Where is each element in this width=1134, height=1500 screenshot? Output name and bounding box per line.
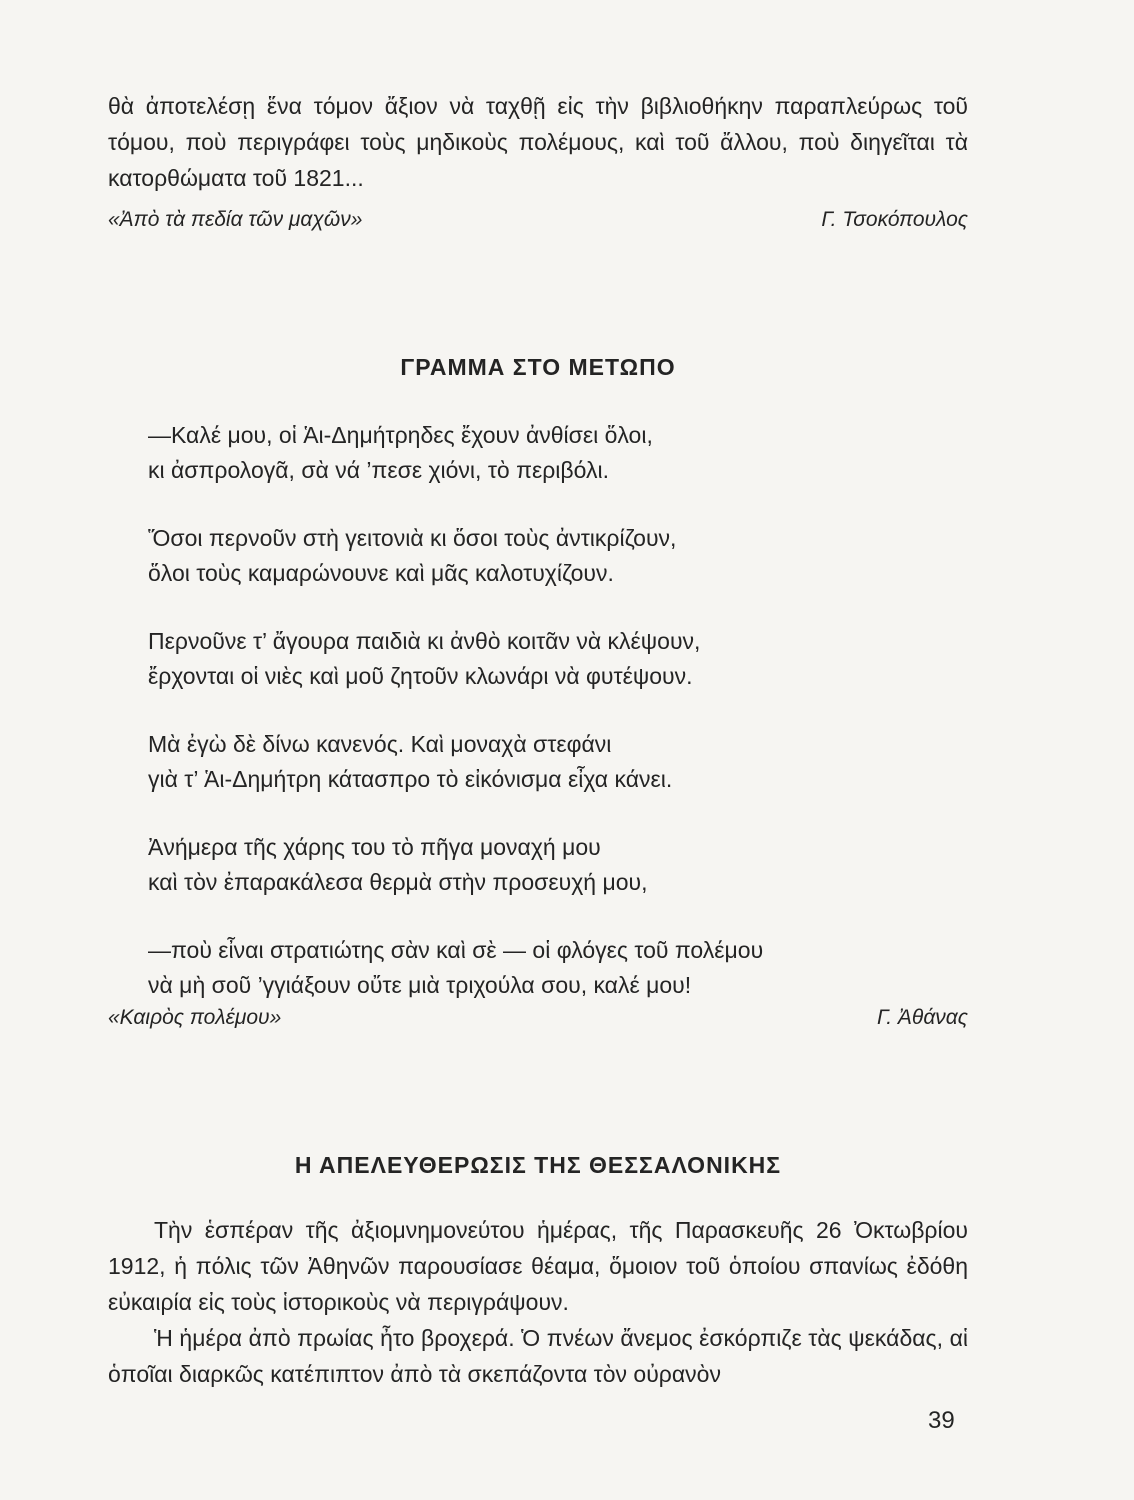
section-title: Η ΑΠΕΛΕΥΘΕΡΩΣΙΣ ΤΗΣ ΘΕΣΣΑΛΟΝΙΚΗΣ (294, 1152, 782, 1178)
poem-body (148, 418, 968, 1036)
citation-source: «Ἀπὸ τὰ πεδία τῶν μαχῶν» (108, 208, 363, 231)
poem-stanza (148, 830, 968, 900)
poem-stanza (148, 418, 968, 488)
citation-author: Γ. Ἀθάνας (876, 1006, 968, 1029)
section-paragraph: Ἡ ἡμέρα ἀπὸ πρωίας ἦτο βροχερά. Ὁ πνέων ἄνεμος ἐσκόρπιζε τὰς ψεκάδας, αἱ ὁποῖαι διαρκῶς κατέπιπτον ἀπὸ τὰ σκεπάζοντα τὸν οὐρανὸν (108, 1325, 968, 1387)
poem-stanza (148, 727, 968, 797)
section-paragraph: Τὴν ἑσπέραν τῆς ἀξιομνημονεύτου ἡμέρας, τῆς Παρασκευῆς 26 Ὀκτωβρίου 1912, ἡ πόλις τῶν Ἀθηνῶν παρουσίασε θέαμα, ὅμοιον τοῦ ὁποίου σπανίως ἐδόθη εὐκαιρία εἰς τοὺς ἱστορικοὺς νὰ περιγράψουν. (108, 1217, 968, 1315)
page-number: 39 (928, 1407, 955, 1434)
poem-line: Ἀνήμερα τῆς χάρης του τὸ πῆγα μοναχή μου (148, 834, 601, 860)
poem-line: νὰ μὴ σοῦ ’γγιάξουν οὔτε μιὰ τριχούλα σου, καλέ μου! (148, 972, 692, 998)
poem-title: ΓΡΑΜΜΑ ΣΤΟ ΜΕΤΩΠΟ (400, 354, 676, 380)
citation-author: Γ. Τσοκόπουλος (821, 208, 968, 231)
intro-text: θὰ ἀποτελέσῃ ἕνα τόμον ἄξιον νὰ ταχθῇ εἰς τὴν βιβλιοθήκην παραπλεύρως τοῦ τόμου, ποὺ περιγράφει τοὺς μηδικοὺς πολέμους, καὶ τοῦ ἄλλου, ποὺ διηγεῖται τὰ κατορθώματα τοῦ 1821... (108, 93, 968, 191)
section-body (108, 1212, 968, 1392)
poem-line: Μὰ ἐγὼ δὲ δίνω κανενός. Καὶ μοναχὰ στεφάνι (148, 731, 612, 757)
poem-stanza (148, 624, 968, 694)
poem-line: —ποὺ εἶναι στρατιώτης σὰν καὶ σὲ — οἱ φλόγες τοῦ πολέμου (148, 937, 764, 963)
poem-line: γιὰ τ’ Ἁι-Δημήτρη κάτασπρο τὸ εἰκόνισμα εἶχα κάνει. (148, 766, 673, 792)
intro-paragraph (108, 88, 968, 196)
poem-line: Ὅσοι περνοῦν στὴ γειτονιὰ κι ὅσοι τοὺς ἀντικρίζουν, (148, 525, 677, 551)
poem-stanza (148, 933, 968, 1003)
poem-line: ἔρχονται οἱ νιὲς καὶ μοῦ ζητοῦν κλωνάρι νὰ φυτέψουν. (148, 663, 693, 689)
poem-line: Περνοῦνε τ’ ἄγουρα παιδιὰ κι ἀνθὸ κοιτᾶν νὰ κλέψουν, (148, 628, 701, 654)
citation-source: «Καιρὸς πολέμου» (108, 1006, 282, 1029)
poem-line: —Καλέ μου, οἱ Ἁι-Δημήτρηδες ἔχουν ἀνθίσει ὅλοι, (148, 422, 653, 448)
poem-line: ὅλοι τοὺς καμαρώνουνε καὶ μᾶς καλοτυχίζουν. (148, 560, 614, 586)
poem-stanza (148, 521, 968, 591)
poem-line: κι ἀσπρολογᾶ, σὰ νά ’πεσε χιόνι, τὸ περιβόλι. (148, 457, 609, 483)
poem-line: καὶ τὸν ἐπαρακάλεσα θερμὰ στὴν προσευχή μου, (148, 869, 648, 895)
